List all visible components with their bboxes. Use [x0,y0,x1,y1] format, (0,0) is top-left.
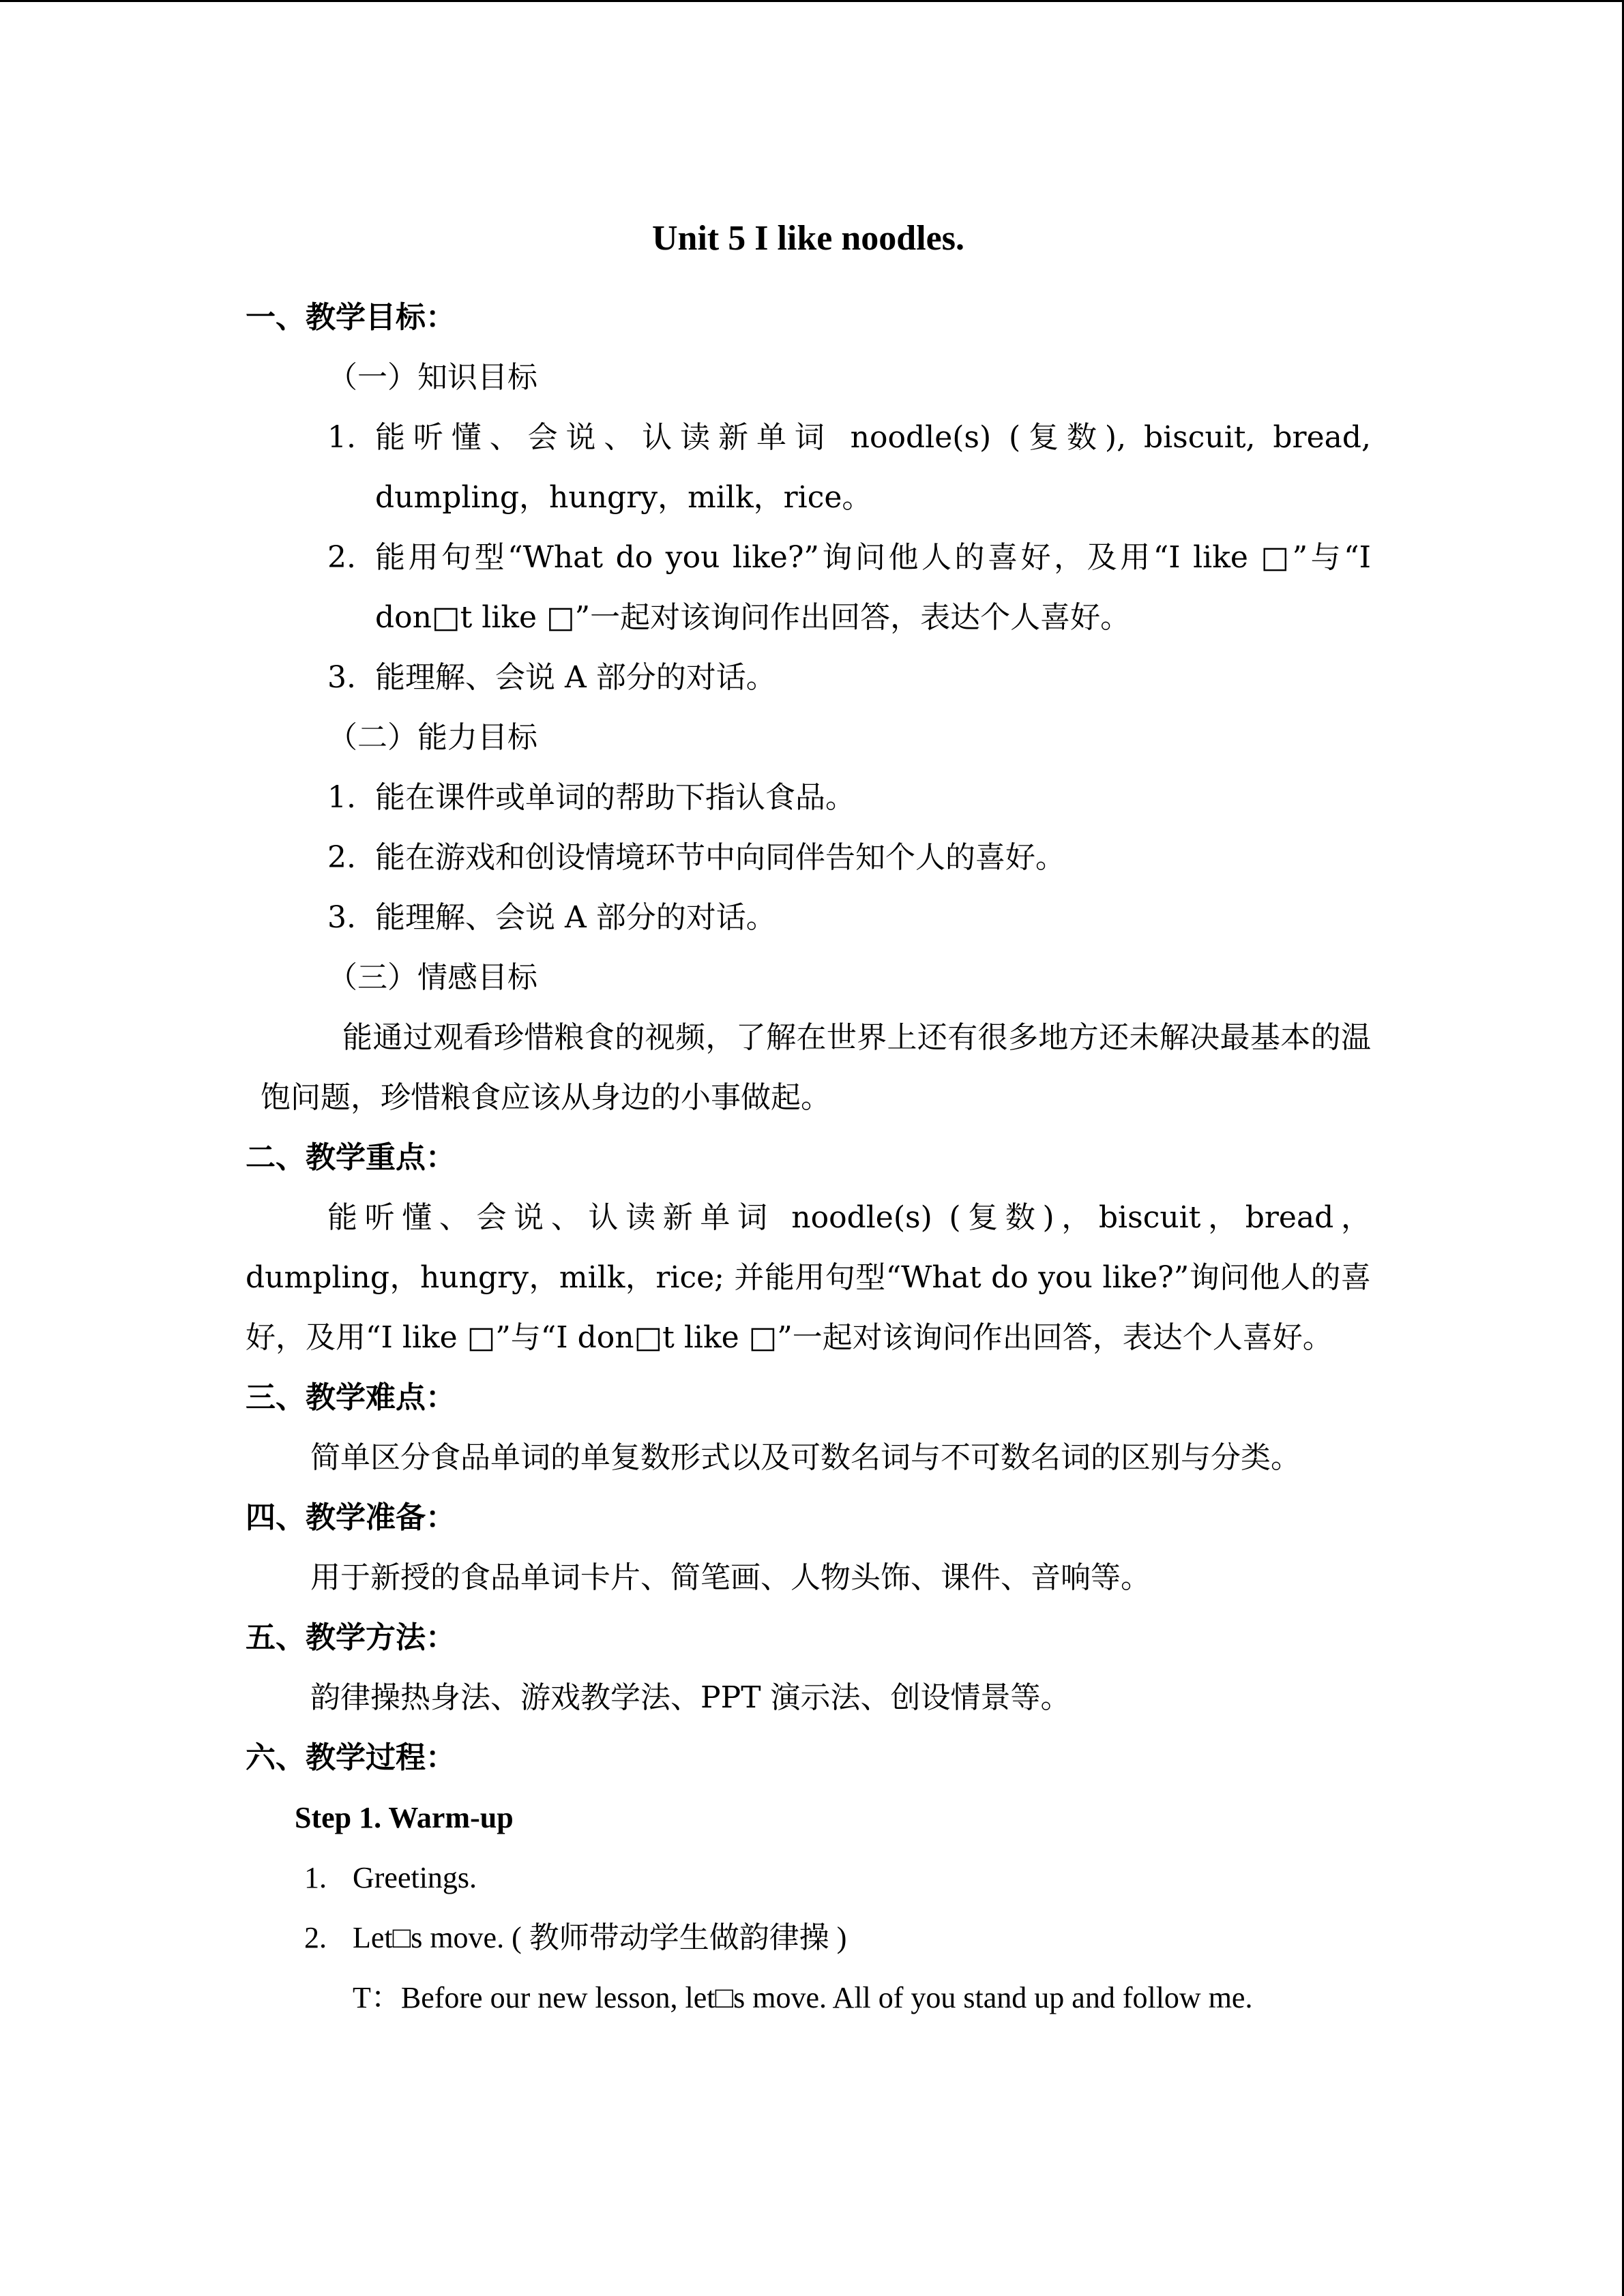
emotion-paragraph: 能通过观看珍惜粮食的视频，了解在世界上还有很多地方还未解决最基本的温饱问题，珍惜粮食应该从身边的小事做起。 [261,1020,1371,1115]
section-heading-process: 六、教学过程： [246,1740,456,1775]
subheading-knowledge: （一）知识目标 [327,360,537,395]
list-item: 3. 能理解、会说 A 部分的对话。 [327,900,776,935]
section-heading-key-points: 二、教学重点： [246,1140,456,1175]
key-points-paragraph: 能听懂、会说、认读新单词 noodle(s) (复数)，biscuit，bread，dumpling，hungry，milk，rice; 并能用句型“What do you like?”询问他人的喜好，及用“I like □”与“I don□t like □”一起对该询问作出回答，表达个人喜好。 [246,1200,1371,1355]
list-item: 1. 能在课件或单词的帮助下指认食品。 [327,780,855,815]
list-item: 2. 能在游戏和创设情境环节中向同伴告知个人的喜好。 [327,840,1065,875]
list-item: 3. 能理解、会说 A 部分的对话。 [327,660,776,695]
section-heading-methods: 五、教学方法： [246,1620,456,1655]
step-title: Step 1. Warm-up [295,1801,514,1834]
methods-paragraph: 韵律操热身法、游戏教学法、PPT 演示法、创设情景等。 [310,1680,1071,1715]
preparation-paragraph: 用于新授的食品单词卡片、简笔画、人物头饰、课件、音响等。 [310,1560,1151,1595]
section-heading-difficulties: 三、教学难点： [246,1380,456,1415]
document-title: Unit 5 I like noodles. [652,219,964,258]
section-heading-preparation: 四、教学准备： [246,1500,456,1535]
page-top-border [0,0,1624,2]
teacher-line: T：Before our new lesson, let□s move. All of you stand up and follow me. [353,1981,1253,2014]
subheading-emotion: （三）情感目标 [327,960,537,995]
list-item: 1. 能听懂、会说、认读新单词 noodle(s) (复数), biscuit, bread, dumpling，hungry，milk，rice。 [327,420,1371,515]
difficulties-paragraph: 简单区分食品单词的单复数形式以及可数名词与不可数名词的区别与分类。 [310,1440,1301,1475]
document-page [246,205,1371,2028]
list-item: 2. Let□s move. ( 教师带动学生做韵律操 ) [304,1921,847,1954]
list-item: 2. 能用句型“What do you like?”询问他人的喜好，及用“I like □”与“I don□t like □”一起对该询问作出回答，表达个人喜好。 [327,540,1371,635]
list-item: 1. Greetings. [304,1861,477,1894]
section-heading-objectives: 一、教学目标： [246,300,456,335]
subheading-ability: （二）能力目标 [327,720,537,755]
